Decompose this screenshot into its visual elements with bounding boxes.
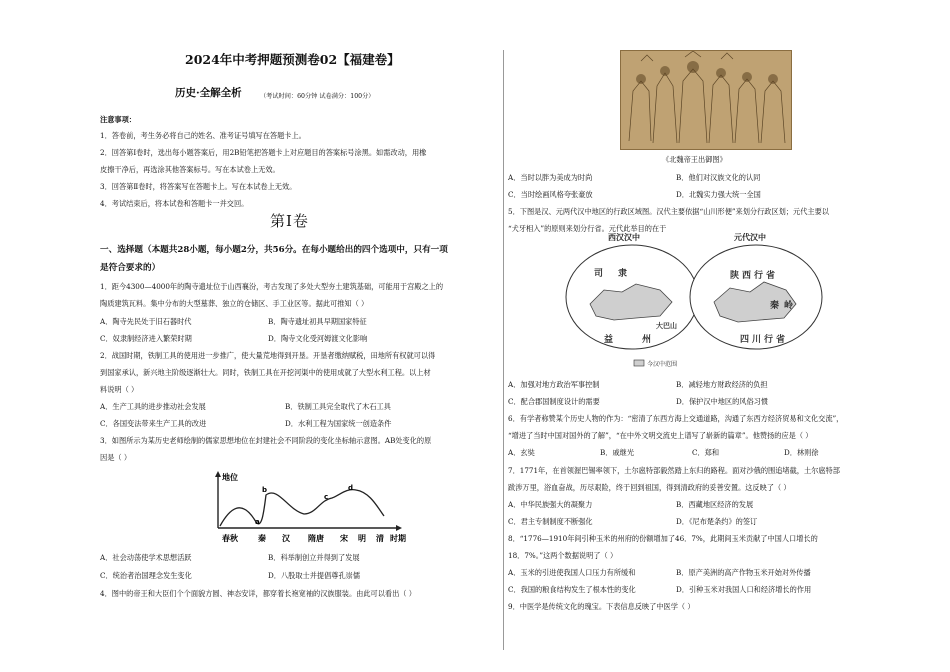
option: B．西藏地区经济的发展 xyxy=(676,500,754,509)
question-text: 2．战国时期，铁制工具的使用进一步推广，使大量荒地得到开垦。开垦者缴纳赋税，田地所有权就可以得 xyxy=(100,351,436,360)
option: D．北魏实力强大统一全国 xyxy=(676,190,761,199)
map-label: 行 xyxy=(764,335,774,345)
question-text: 5．下图是汉、元两代汉中地区的行政区域图。汉代主要依据“山川形便”来划分行政区划；元代主要以 xyxy=(508,207,829,216)
map-legend: 今汉中范围 xyxy=(647,361,678,368)
option: A．社会动荡使学术思想活跃 xyxy=(100,553,192,562)
option: C．我国的粮食结构发生了根本性的变化 xyxy=(508,585,636,594)
section-heading: 是符合要求的） xyxy=(100,263,161,273)
chart-xlabel: 时期 xyxy=(390,534,406,543)
option: B．他们对汉族文化的认同 xyxy=(676,173,761,182)
option: C．奴隶制经济进入繁荣时期 xyxy=(100,334,192,343)
chart-ylabel: 地位 xyxy=(222,473,238,482)
option: B．减轻地方财政经济的负担 xyxy=(676,380,768,389)
option: B．陶寺遗址初具早期国家特征 xyxy=(268,317,367,326)
x-axis-arrow xyxy=(396,525,402,531)
option: A．生产工具的进步推动社会发展 xyxy=(100,402,206,411)
painting-figures xyxy=(621,51,791,149)
notice-line: 皮擦干净后，再选涂其他答案标号。写在本试卷上无效。 xyxy=(100,165,280,174)
point-label: c xyxy=(324,493,329,501)
map-label: 秦 xyxy=(770,301,780,311)
option: B．原产美洲的高产作物玉米开始对外传播 xyxy=(676,568,811,577)
option: C．各国变法带来生产工具的改进 xyxy=(100,419,207,428)
option: B．铁制工具完全取代了木石工具 xyxy=(285,402,391,411)
tick-label: 明 xyxy=(358,534,366,543)
question-text: 1．距今4300—4000年的陶寺遗址位于山西襄汾，考古发现了多处大型夯土建筑基础，可能用于宫殿之上的 xyxy=(100,282,444,291)
question-text: 7．1771年，在首领渥巴锡率领下，土尔扈特部毅然踏上东归的路程。面对沙俄的围追堵截，土尔扈特部 xyxy=(508,466,840,475)
map-label: 益 xyxy=(604,335,614,345)
map-label: 岭 xyxy=(784,301,794,311)
question-text: 因是（ ） xyxy=(100,453,132,462)
tick-label: 清 xyxy=(376,534,384,543)
option: D．保护汉中地区的风俗习惯 xyxy=(676,397,769,406)
option: C．配合郡国制度设计的需要 xyxy=(508,397,600,406)
notice-heading: 注意事项： xyxy=(100,115,136,124)
status-curve xyxy=(220,490,384,526)
map-label: 省 xyxy=(776,335,786,345)
option: D．引种玉米对我国人口和经济增长的作用 xyxy=(676,585,812,594)
map-label: 省 xyxy=(766,271,776,281)
tick-label: 汉 xyxy=(282,534,290,543)
option: B．戚继光 xyxy=(600,448,635,457)
option: D．陶寺文化受河姆渡文化影响 xyxy=(268,334,368,343)
confucian-status-chart xyxy=(200,470,415,545)
notice-line: 1．答卷前，考生务必将自己的姓名、准考证号填写在答题卡上。 xyxy=(100,131,306,140)
option: C．君主专制制度不断强化 xyxy=(508,517,593,526)
option: D．林则徐 xyxy=(784,448,819,457)
option: A．加强对地方政治军事控制 xyxy=(508,380,600,389)
map-label: 州 xyxy=(642,335,652,345)
painting-caption: 《北魏帝王出御图》 xyxy=(662,155,727,164)
option: B．科举制创立并得到了发展 xyxy=(268,553,360,562)
option: C．统治者治国理念发生变化 xyxy=(100,571,192,580)
question-text: 跋涉万里，浴血奋战，历尽艰险，终于回到祖国，得到清政府的妥善安置。这反映了（ ） xyxy=(508,483,791,492)
left-column xyxy=(100,0,500,672)
hanzhong-maps xyxy=(564,232,824,372)
tick-label: 秦 xyxy=(258,534,266,543)
question-text: “增进了当时中国对国外的了解”，“在中外文明交流史上谱写了崭新的篇章”。他赞扬的应是（ ） xyxy=(508,431,813,440)
question-text: 陶质建筑瓦料。集中分布的大型墓葬、独立的仓储区、手工业区等。据此可推知（ ） xyxy=(100,299,369,308)
option: A．陶寺先民处于旧石器时代 xyxy=(100,317,192,326)
point-label: d xyxy=(348,484,354,492)
map-label: 川 xyxy=(752,335,762,345)
map-label: 西 xyxy=(742,271,752,281)
y-axis-arrow xyxy=(215,471,221,477)
option: A．玄奘 xyxy=(508,448,535,457)
legend-swatch xyxy=(634,360,644,366)
map-label: 司 xyxy=(594,269,604,279)
option: A．当时以胖为美成为时尚 xyxy=(508,173,593,182)
question-text: 到国家承认，新兴地主阶级逐渐壮大。同时，铁制工具在开挖河渠中的使用成就了大型水利工程。以上材 xyxy=(100,368,431,377)
map-label: 陕 xyxy=(730,271,740,281)
option: A．玉米的引进使我国人口压力有所缓和 xyxy=(508,568,636,577)
paper-subtitle: 历史·全解全析 xyxy=(175,87,242,99)
part-title: 第Ⅰ卷 xyxy=(270,212,309,230)
point-label: b xyxy=(262,486,268,494)
map-label: 行 xyxy=(754,271,764,281)
tick-label: 隋唐 xyxy=(308,534,324,543)
paper-title: 2024年中考押题预测卷02【福建卷】 xyxy=(185,52,400,67)
option: C．郑和 xyxy=(692,448,720,457)
exam-info: （考试时间：60分钟 试卷满分：100分） xyxy=(260,93,375,100)
painting-image xyxy=(620,50,792,150)
notice-line: 2．回答第Ⅰ卷时，选出每小题答案后，用2B铅笔把答题卡上对应题目的答案标号涂黑。如需改动，用橡 xyxy=(100,148,427,157)
notice-line: 4．考试结束后，将本试卷和答题卡一并交回。 xyxy=(100,199,249,208)
tick-labels xyxy=(222,533,406,543)
option: D．《尼布楚条约》的签订 xyxy=(676,517,758,526)
tick-label: 春秋 xyxy=(222,534,238,543)
right-column xyxy=(508,0,898,672)
question-text: 9．中医学是传统文化的瑰宝。下表信息反映了中医学（ ） xyxy=(508,602,695,611)
question-text: 6．有学者称赞某个历史人物的作为：“密清了东西方海上交通道路，沟通了东西方经济贸易和文化交流”， xyxy=(508,414,844,423)
question-text: “犬牙相入”的原则来划分行省。元代此举目的在于 xyxy=(508,224,667,233)
option: C．当时绘画风格夸张豪放 xyxy=(508,190,593,199)
option: D．八股取士并提倡尊孔崇儒 xyxy=(268,571,361,580)
map-left-title: 西汉汉中 xyxy=(608,233,640,242)
option: A．中华民族强大的凝聚力 xyxy=(508,500,593,509)
question-text: 8．“1776—1910年间引种玉米的州府的份额增加了46．7%，此期间玉米贡献了中国人口增长的 xyxy=(508,534,818,543)
map-label: 隶 xyxy=(618,269,628,279)
point-label: a xyxy=(255,518,260,526)
notice-line: 3．回答第Ⅱ卷时，将答案写在答题卡上。写在本试卷上无效。 xyxy=(100,182,297,191)
section-heading: 一、选择题（本题共28小题，每小题2分，共56分。在每小题给出的四个选项中，只有一项 xyxy=(100,245,448,255)
tick-label: 宋 xyxy=(340,534,348,543)
map-label: 大巴山 xyxy=(656,322,677,330)
option: D．水利工程为国家统一创造条件 xyxy=(285,419,392,428)
map-right-title: 元代汉中 xyxy=(734,233,766,242)
question-text: 4．图中的帝王和大臣们个个面貌方圆、神态安详，都穿着长袍宽袖的汉族服装。由此可以看出（ ） xyxy=(100,589,416,598)
question-text: 料说明（ ） xyxy=(100,385,139,394)
column-divider xyxy=(503,50,504,650)
question-text: 3．如图所示为某历史老师绘制的儒家思想地位在封建社会不同阶段的变化坐标轴示意图。AB处变化的原 xyxy=(100,436,432,445)
question-text: 18．7%。”这两个数据说明了（ ） xyxy=(508,551,618,560)
map-label: 四 xyxy=(740,335,750,345)
